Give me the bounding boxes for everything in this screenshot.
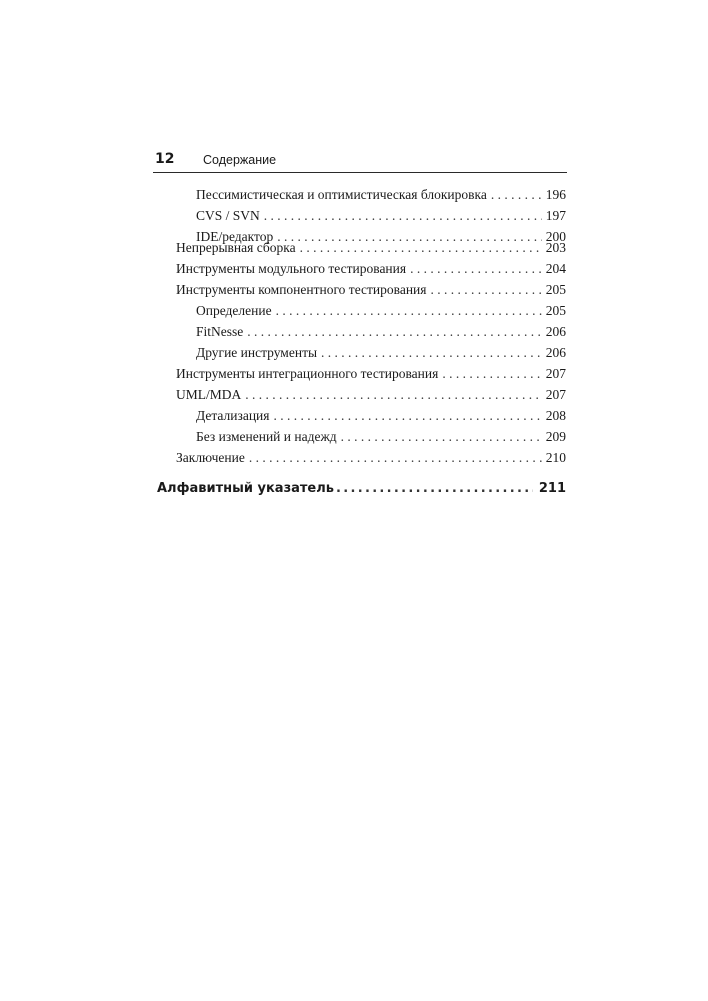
page-number: 12 [155, 151, 175, 167]
toc-entry-title: Без изменений и надежд [196, 429, 337, 444]
dot-leader [491, 185, 542, 205]
dot-leader [245, 385, 541, 405]
toc-entry-title: Инструменты компонентного тестирования [176, 282, 427, 297]
toc-entry-title: Заключение [176, 450, 245, 465]
toc-entry [196, 301, 566, 321]
toc-entry [176, 280, 566, 300]
toc-entry-page: 209 [545, 429, 566, 444]
dot-leader [442, 364, 541, 384]
toc-entry-page: 203 [545, 240, 566, 255]
toc-entry-page: 206 [545, 345, 566, 360]
toc-entry [196, 206, 566, 226]
toc-entry [196, 343, 566, 363]
toc-entry-page: 207 [545, 366, 566, 381]
toc-entry-title: Определение [196, 303, 272, 318]
toc-entry-title: Детализация [196, 408, 270, 423]
toc-entry [176, 448, 566, 468]
toc-entry [176, 259, 566, 279]
dot-leader [300, 238, 542, 258]
running-title: Содержание [203, 153, 277, 167]
toc-entry-page: 196 [545, 187, 566, 202]
toc-entry [196, 322, 566, 342]
toc-entry [176, 238, 566, 258]
toc-entry-title: UML/MDA [176, 387, 242, 402]
toc-entry [196, 185, 566, 205]
toc-entry-title: Непрерывная сборка [176, 240, 296, 255]
toc-entry-page: 207 [545, 387, 566, 402]
dot-leader [274, 406, 542, 426]
toc-entry-page: 208 [545, 408, 566, 423]
toc-entry-page: 204 [545, 261, 566, 276]
toc-entry-title: Другие инструменты [196, 345, 318, 360]
toc-entry-page: 205 [545, 303, 566, 318]
toc-entry-page: 200 [545, 229, 566, 244]
toc-entry [176, 385, 566, 405]
toc-entry-page: 197 [545, 208, 566, 223]
toc-entry [196, 427, 566, 447]
dot-leader [341, 427, 542, 447]
toc-entry [176, 364, 566, 384]
toc-entry-index [157, 478, 566, 500]
toc-entry-page: 211 [538, 481, 566, 496]
toc-entry [196, 406, 566, 426]
dot-leader [431, 280, 542, 300]
dot-leader [276, 301, 542, 321]
toc-entry-page: 206 [545, 324, 566, 339]
toc-entry-title: Алфавитный указатель [157, 481, 334, 496]
toc-entry-page: 210 [545, 450, 566, 465]
dot-leader [321, 343, 542, 363]
toc-entry-title: CVS / SVN [196, 208, 260, 223]
dot-leader [336, 478, 533, 500]
toc-entry-title: IDE/редактор [196, 229, 274, 244]
toc-entry-title: Пессимистическая и оптимистическая блокировка [196, 187, 487, 202]
dot-leader [247, 322, 542, 342]
toc-entry-page: 205 [545, 282, 566, 297]
dot-leader [410, 259, 542, 279]
dot-leader [249, 448, 542, 468]
toc-entry-title: Инструменты модульного тестирования [176, 261, 407, 276]
toc-entry-title: FitNesse [196, 324, 244, 339]
dot-leader [264, 206, 542, 226]
toc-entry-title: Инструменты интеграционного тестирования [176, 366, 439, 381]
